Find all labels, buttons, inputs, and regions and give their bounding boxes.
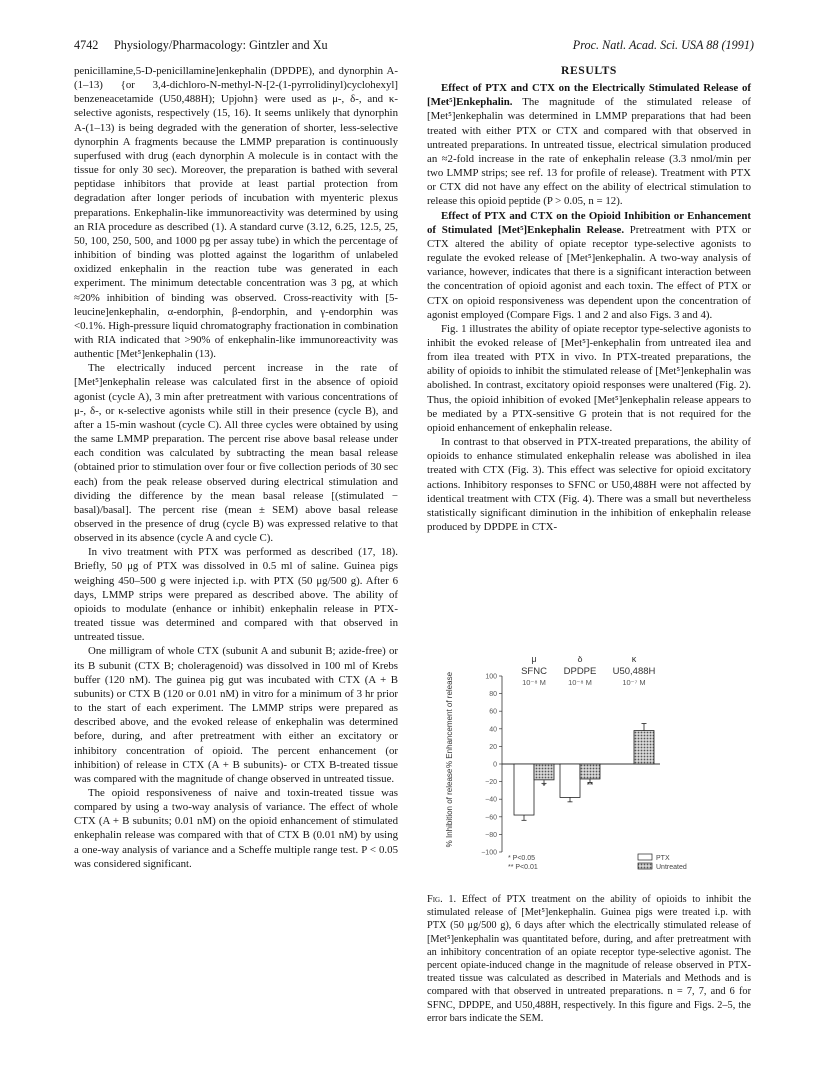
subsection-heading-2: Effect of PTX and CTX on the Opioid Inhibition or Enhancement of Stimulated [Met⁵]Enkephalin Release. [427, 209, 751, 236]
y-tick-label: −100 [481, 849, 497, 857]
group-drug-label: DPDPE [563, 666, 597, 677]
page-number: 4742 [74, 38, 99, 52]
figure-caption [427, 893, 751, 1025]
group-concentration-label: 10⁻⁸ M [568, 678, 592, 687]
subsection-heading-1: Effect of PTX and CTX on the Electrically Stimulated Release of [Met⁵]Enkephalin. [427, 82, 751, 109]
figure-1 [430, 656, 740, 886]
legend-swatch-ptx [638, 854, 652, 860]
methods-paragraph-2: The electrically induced percent increase in the rate of [Met⁵]enkephalin release was calculated first in the absence of opioid agonist (cycle A), 3 min after pretreatment with various concentrations of μ-, δ-, or κ-selective agonists while still in their presence (cycle B), and after a 15-min washout (cycle C). All three cycles were obtained by using the same LMMP preparation. The percent rise above basal release under each condition was calculated by subtracting the mean basal release (obtained prior to stimulation over four or five collection periods of 30 sec each) from the peak release observed during electrical stimulation and dividing the difference by the mean basal release [(stimulated − basal)/basal]. The percent rise (mean ± SEM) above basal release observed in the presence of drug (cycle B) was expressed relative to that observed in its absence (cycle A and cycle C). [74, 362, 398, 545]
figure-1-chart [430, 656, 740, 886]
methods-paragraph-4: One milligram of whole CTX (subunit A and subunit B; azide-free) or its B subunit (CTX B; choleragenoid) was dissolved in 100 ml of Krebs buffer (120 nM). The guinea pig gut was incubated with CTX (A + B subunits) or CTX B (120 or 0.01 nM) in vitro for a minimum of 3 hr prior to the start of each experiment. The LMMP strips were prepared as described above, and the evoked release of enkephalin was determined before, during, and after pretreatment with either an excitatory or inhibitory concentration of opioid. The percent enhancement (or inhibition) of release in CTX (A + B subunits)- or CTX B-treated tissue was compared with the magnitude of change observed in untreated tissue. [74, 645, 398, 785]
caption-label: Fig. 1. [427, 894, 457, 905]
y-tick-label: 40 [489, 726, 497, 734]
results-body-2: Pretreatment with PTX or CTX altered the ability of opiate receptor type-selective agonists to regulate the evoked release of [Met⁵]enkephalin. A two-way analysis of variance, however, indicates that there is a significant interaction between the concentration of opioid agonist and each toxin. The effect of PTX or CTX on opioid responsiveness was dependent upon the concentration of agonist employed (Compare Figs. 1 and 2 and also Figs. 3 and 4). [427, 223, 751, 321]
y-tick-label: −80 [485, 831, 497, 839]
results-body-1: The magnitude of the stimulated release of [Met⁵]enkephalin was determined in LMMP preparations that had been treated with either PTX or CTX and compared with that observed in untreated preparations. In untreated tissue, electrical simulation produced an ≈2-fold increase in the rate of enkephalin release (3.3 nmol/min per two LMMP strips; see ref. 13 for profile of release). Treatment with PTX or CTX did not have any effect on the ability of electrical stimulation to release this opioid peptide (P > 0.05, n = 12). [427, 96, 752, 208]
y-tick-label: 0 [493, 761, 497, 769]
legend-significance-item: ** P<0.01 [508, 864, 538, 871]
legend-label-untreated: Untreated [656, 864, 687, 871]
significance-marker: ** [586, 780, 594, 790]
journal-citation: Proc. Natl. Acad. Sci. USA 88 (1991) [572, 38, 754, 52]
results-paragraph-2 [427, 209, 751, 322]
page-header [74, 38, 754, 56]
results-paragraph-1 [427, 81, 751, 208]
group-receptor-label: κ [631, 656, 637, 664]
group-drug-label: SFNC [521, 666, 547, 677]
y-tick-label: −40 [485, 796, 497, 804]
group-receptor-label: δ [577, 656, 583, 664]
y-axis-label-enhancement: % Enhancement of release [445, 671, 454, 769]
bar-untreated-sfnc [534, 764, 554, 780]
group-receptor-label: μ [531, 656, 537, 664]
y-tick-label: −20 [485, 779, 497, 787]
methods-paragraph-3: In vivo treatment with PTX was performed as described (17, 18). Briefly, 50 μg of PTX was dissolved in 0.5 ml of saline. Guinea pigs weighing 450–500 g were injected i.p. with PTX (50 μg/500 g). After 6 days, LMMP strips were prepared as described above. The ability of opioids to modulate (enhance or inhibit) enkephalin release in PTX-treated tissue was determined and compared with that observed in untreated tissue. [74, 546, 398, 644]
group-concentration-label: 10⁻⁸ M [522, 678, 546, 687]
group-concentration-label: 10⁻⁷ M [622, 678, 646, 687]
methods-paragraph-1: penicillamine,5-D-penicillamine]enkephalin (DPDPE), and dynorphin A-(1–13) {or 3,4-dichloro-N-methyl-N-[2-(1-pyrrolidinyl)cyclohexyl] benzeneacetamide (U50,488H); Upjohn} were used as μ-, δ-, and κ-selective agonists, respectively (15, 16). It seems unlikely that dynorphin A-(1–13) is being degraded with the generation of shorter, less-selective dynorphin A fragments because the LMMP preparation is continuously superfused with drug (each dynorphin A molecule is in contact with the tissue for only 30 sec). Moreover, the preparation is bathed with several peptidase inhibitors that provide at least partial protection from degradation after longer periods of incubation with myenteric plexus preparations. Enkephalin-like immunoreactivity was determined by using an RIA procedure as described (1). A standard curve (3.12, 6.25, 12.5, 25, 50, 100, 250, 500, and 1000 pg per assay tube) in which the percentage of inhibition of binding was plotted against the logarithm of unlabeled oxidized enkephalin in the reaction tube was generated in each experiment. The minimum detectable concentration was 3 pg, at which ≈20% inhibition of binding was observed. Cross-reactivity with [5-leucine]enkephalin, α-endorphin, β-endorphin, and γ-endorphin was <0.1%. High-pressure liquid chromatography fractionation in combination with RIA indicated that >90% of enkephalin-like immunoreactivity was authentic [Met⁵]enkephalin (13). [74, 65, 398, 361]
caption-text: Effect of PTX treatment on the ability of opioids to inhibit the stimulated release of [Met⁵]enkephalin. Guinea pigs were treated i.p. with PTX (50 μg/500 g), 6 days after which the electrically stimulated release of [Met⁵]enkephalin was quantitated before, during, and after pretreatment with an inhibitory concentration of an opiate receptor type-selective agonist. The percent opiate-induced change in the magnitude of release observed in PTX-treated tissue was calculated as described in Materials and Methods and is compared with that observed in untreated preparations. n = 7, 7, and 6 for SFNC, DPDPE, and U50,488H, respectively. In this figure and Figs. 2–5, the error bars indicate the SEM. [427, 894, 752, 1024]
y-tick-label: 60 [489, 708, 497, 716]
y-tick-label: 80 [489, 691, 497, 699]
legend-significance-item: * P<0.05 [508, 855, 536, 862]
running-title: Physiology/Pharmacology: Gintzler and Xu [114, 38, 328, 52]
left-column [74, 64, 398, 871]
bar-untreated-u50,488h [634, 731, 654, 764]
section-heading-results: RESULTS [561, 64, 617, 77]
y-axis-label-inhibition: % Inhibition of release [445, 768, 454, 848]
legend-swatch-untreated [638, 863, 652, 869]
methods-paragraph-5: The opioid responsiveness of naive and toxin-treated tissue was compared by using a two-way analysis of variance. The effect of whole CTX (A + B subunits; 0.01 nM) on the opioid enhancement of stimulated enkephalin release was compared with that of CTX B (0.01 nM) by using a one-way analysis of variance and a Scheffe multiple range test. P < 0.05 was considered significant. [74, 786, 398, 870]
right-column [427, 64, 751, 534]
y-tick-label: −60 [485, 814, 497, 822]
results-paragraph-4: In contrast to that observed in PTX-treated preparations, the ability of opioids to enhance stimulated enkephalin release was abolished in ilea treated with CTX (Fig. 3). This effect was selective for opioid excitatory actions. Inhibitory responses to SFNC or U50,488H were not affected by identical treatment with CTX (Fig. 4). There was a small but nevertheless statistically significant diminution in the inhibition of enkephalin release produced by DPDPE in CTX- [427, 436, 751, 533]
bar-untreated-dpdpe [580, 764, 600, 779]
legend-label-ptx: PTX [656, 855, 670, 862]
results-paragraph-3: Fig. 1 illustrates the ability of opiate receptor type-selective agonists to inhibit the evoked release of [Met⁵]-enkephalin from untreated ilea and from ilea treated with PTX in vivo. In PTX-treated preparations, the ability of opioids to inhibit the stimulated release of [Met⁵]enkephalin was abolished. In contrast, excitatory opioid responses were unaltered (Fig. 2). Thus, the opioid inhibition of evoked [Met⁵]enkephalin release appears to be mediated by a PTX-sensitive G protein that is not required for the opioid enhancement of enkephalin release. [427, 322, 751, 434]
group-drug-label: U50,488H [612, 666, 656, 677]
y-tick-label: 20 [489, 743, 497, 751]
bar-ptx-sfnc [514, 764, 534, 815]
bar-ptx-dpdpe [560, 764, 580, 797]
significance-marker: * [542, 781, 546, 791]
y-tick-label: 100 [485, 673, 497, 681]
